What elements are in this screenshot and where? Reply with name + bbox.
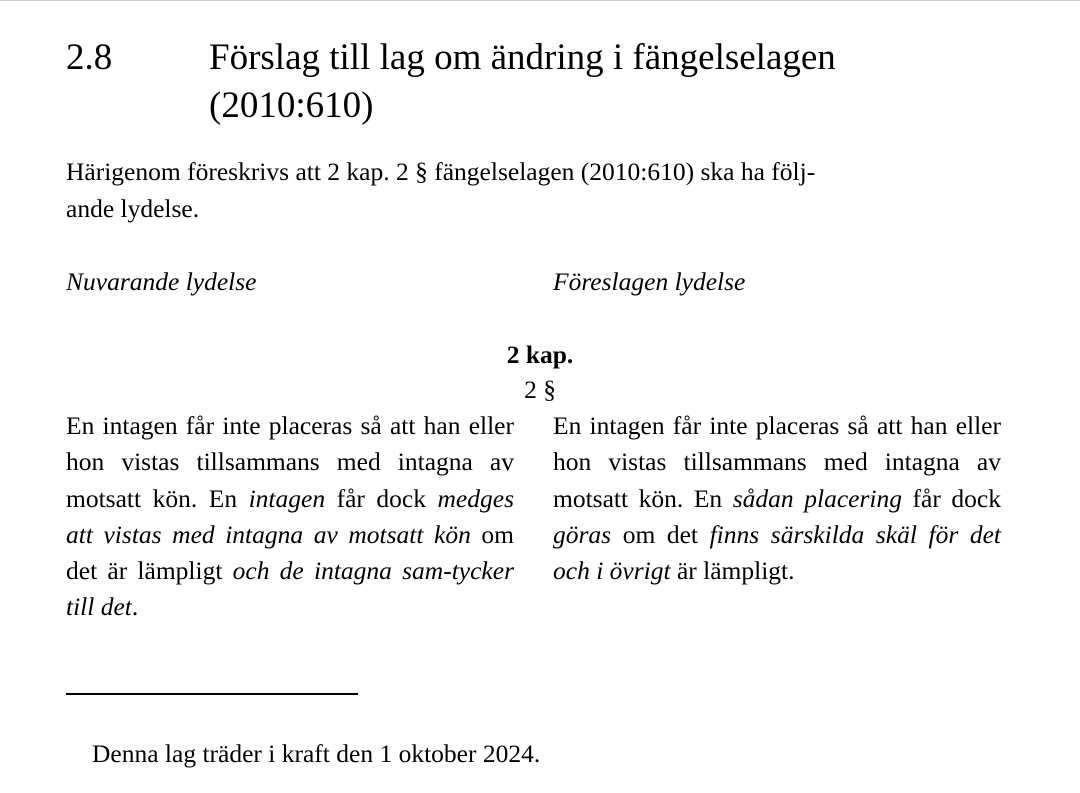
current-text-part: om det är lämpligt bbox=[66, 519, 515, 586]
current-wording-text bbox=[66, 408, 514, 626]
current-text-part: . bbox=[131, 592, 139, 622]
section-title bbox=[209, 34, 1029, 130]
proposed-text-part: En intagen får inte placeras så att han eller hon vistas tillsammans med intagna av motsatt kön. En bbox=[553, 411, 1001, 513]
proposed-text-italic: sådan placering bbox=[732, 483, 902, 513]
paragraph-heading: 2 § bbox=[524, 375, 556, 404]
intro-paragraph bbox=[66, 153, 1011, 227]
section-title-line-1: Förslag till lag om ändring i fängelselagen bbox=[209, 37, 836, 78]
intro-line-1: Härigenom föreskrivs att 2 kap. 2 § fängelselagen (2010:610) ska ha följ- bbox=[66, 157, 816, 186]
intro-line-2: ande lydelse. bbox=[66, 194, 200, 223]
current-wording-label: Nuvarande lydelse bbox=[66, 267, 257, 296]
section-number: 2.8 bbox=[66, 37, 113, 78]
current-text-italic: intagen bbox=[248, 483, 326, 513]
current-text-part: En intagen får inte placeras så att han eller hon vistas tillsammans med intagna av motsatt kön. En bbox=[66, 411, 514, 513]
proposed-text-part: är lämpligt. bbox=[670, 556, 795, 586]
current-text-italic: och de intagna sam-tycker till det bbox=[66, 556, 514, 622]
proposed-text-part: om det bbox=[611, 519, 710, 549]
proposed-text-italic: finns särskilda skäl för det och i övrigt bbox=[553, 519, 1001, 586]
section-title-line-2: (2010:610) bbox=[209, 85, 374, 126]
proposed-wording-text bbox=[553, 408, 1001, 589]
current-text-italic: medges att vistas med intagna av motsatt kön bbox=[66, 483, 514, 549]
effective-date-note: Denna lag träder i kraft den 1 oktober 2024. bbox=[92, 739, 541, 768]
proposed-text-part: får dock bbox=[901, 483, 1001, 513]
chapter-heading: 2 kap. bbox=[506, 340, 574, 369]
footnote-separator bbox=[66, 693, 358, 695]
proposed-wording-label: Föreslagen lydelse bbox=[553, 267, 746, 296]
current-text-part: får dock bbox=[325, 483, 438, 513]
page-top-border bbox=[0, 0, 1080, 1]
proposed-text-italic: göras bbox=[553, 519, 612, 549]
